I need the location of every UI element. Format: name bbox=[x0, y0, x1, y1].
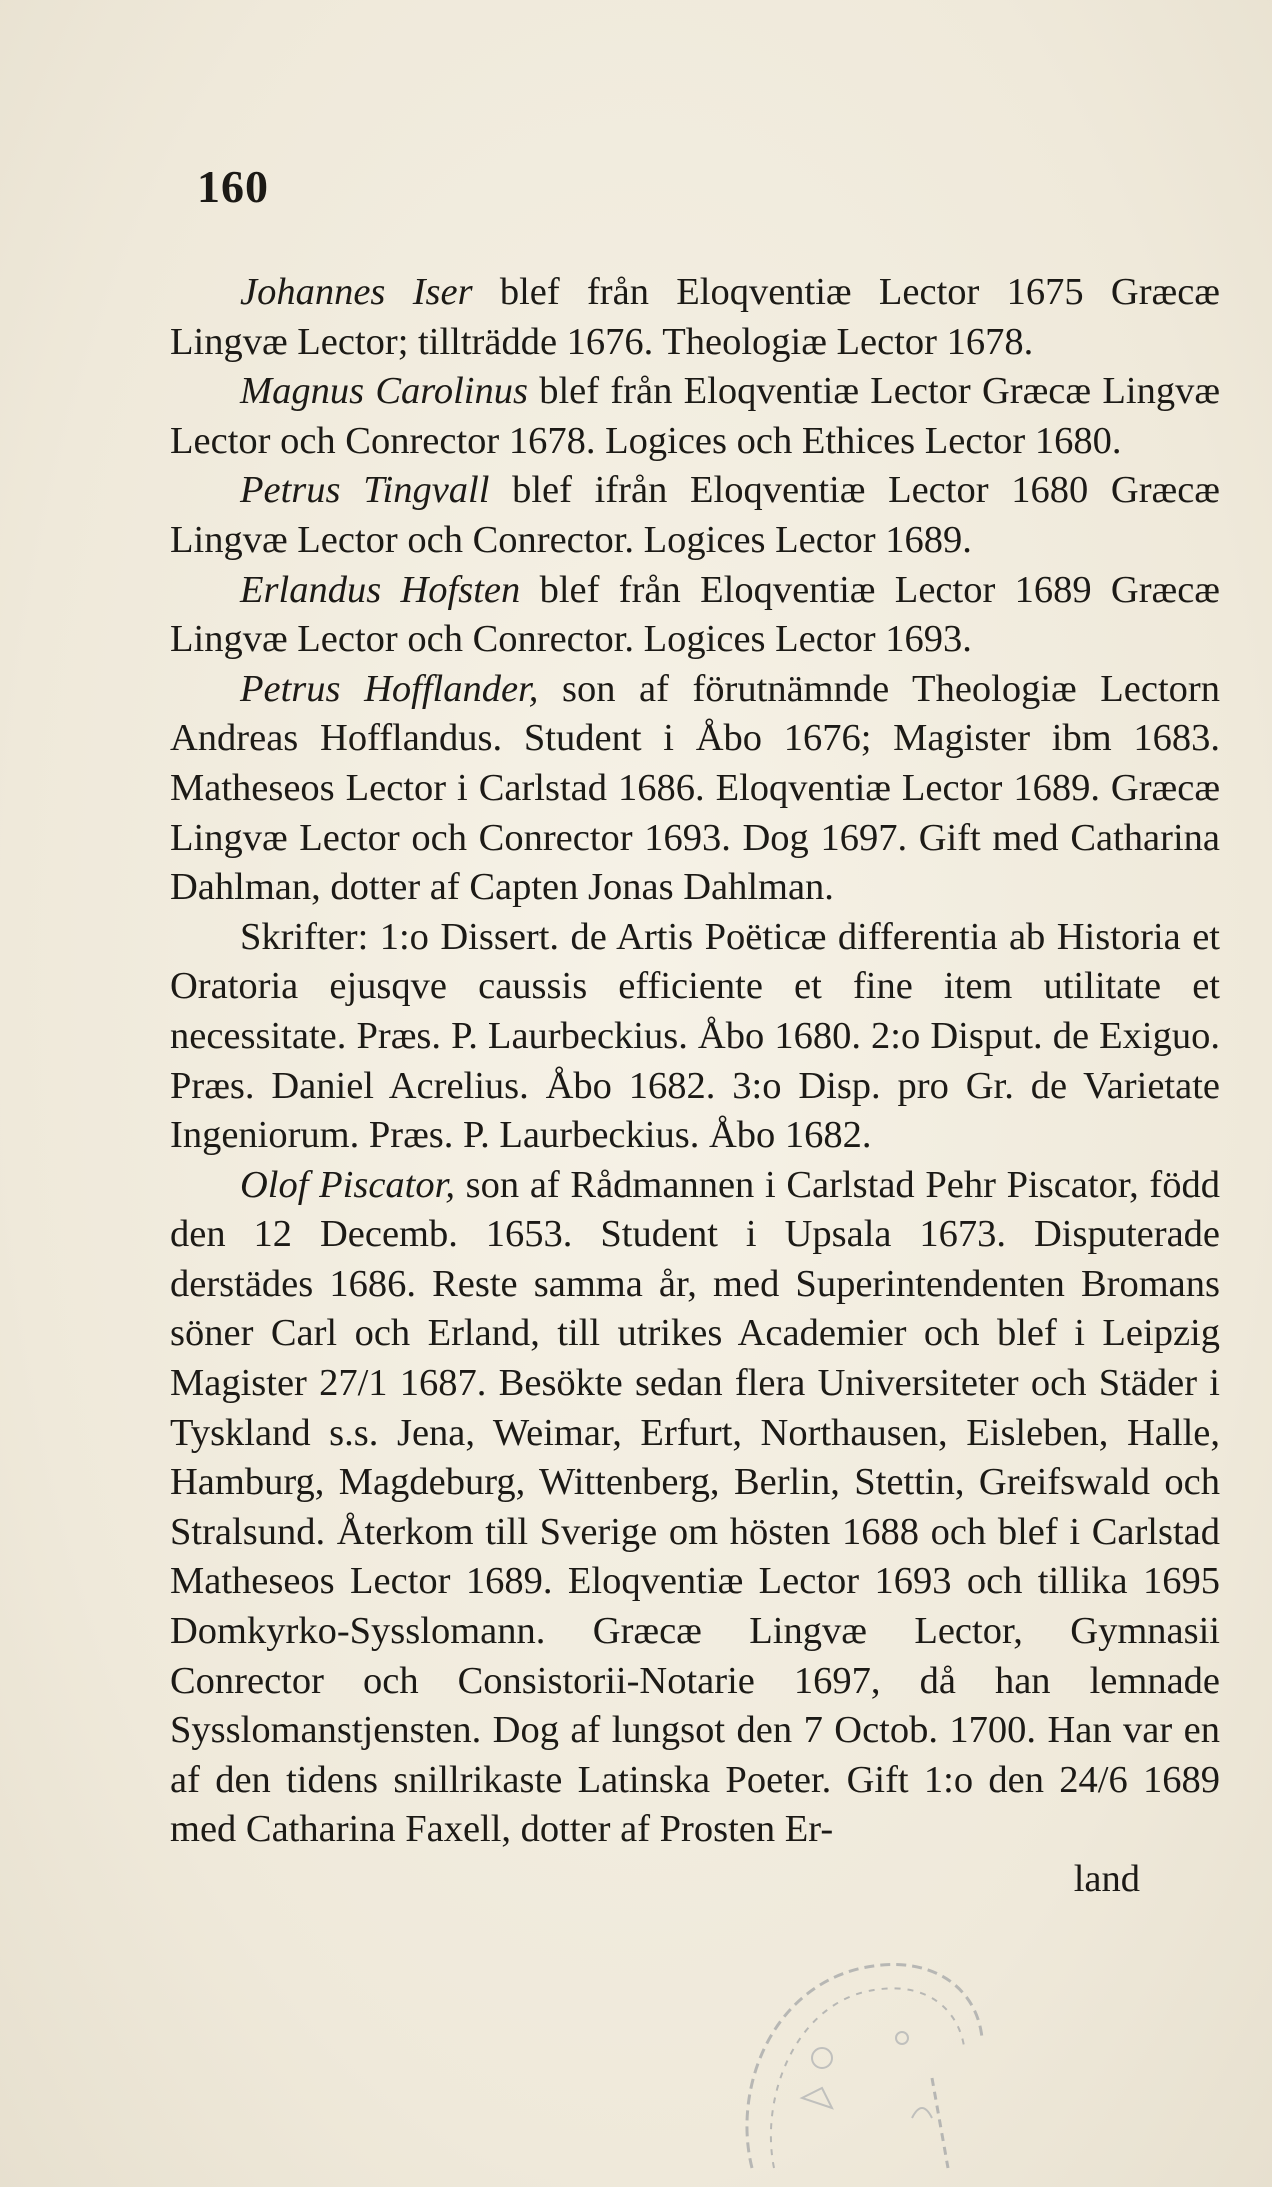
entry-text: son af förutnämnde Theologiæ Lectorn Andreas Hofflandus. Student i Åbo 1676; Magister ibm 1683. Matheseos Lector i Carlstad 1686. Eloqventiæ Lector 1689. Græcæ Lingvæ Lector och Conrector 1693. Dog 1697. Gift med Catharina Dahlman, dotter af Capten Jonas Dahlman. bbox=[170, 667, 1221, 909]
library-stamp-icon bbox=[712, 1928, 1012, 2178]
page-number: 160 bbox=[197, 161, 269, 212]
person-name: Magnus Carolinus bbox=[240, 370, 528, 413]
entry-iser bbox=[170, 268, 1220, 367]
entry-tingvall bbox=[170, 466, 1220, 565]
person-name: Petrus Hofflander, bbox=[240, 667, 539, 710]
body-text bbox=[170, 268, 1220, 1905]
person-name: Erlandus Hofsten bbox=[240, 568, 521, 611]
entry-text: blef från Eloqventiæ Lector 1675 Græcæ Lingvæ Lector; tillträdde 1676. Theologiæ Lector 1678. bbox=[170, 271, 1220, 363]
person-name: Olof Piscator, bbox=[240, 1163, 455, 1206]
person-name: Petrus Tingvall bbox=[240, 469, 490, 512]
person-name: Johannes Iser bbox=[240, 271, 473, 313]
entry-text: blef från Eloqventiæ Lector 1689 Græcæ Lingvæ Lector och Conrector. Logices Lector 1693. bbox=[170, 568, 1220, 661]
entry-carolinus bbox=[170, 367, 1220, 466]
entry-text: blef från Eloqventiæ Lector Græcæ Lingvæ Lector och Conrector 1678. Logices och Ethices Lector 1680. bbox=[170, 370, 1220, 462]
entry-continuation: land bbox=[1073, 1858, 1140, 1900]
entry-text: son af Rådmannen i Carlstad Pehr Piscator, född den 12 Decemb. 1653. Student i Upsala 1673. Disputerade derstädes 1686. Reste samma år, med Superintendenten Bromans söner Carl och Erland, till utrikes Academier och blef i Leipzig Magister 27/1 1687. Besökte sedan flera Universiteter och Städer i Tyskland s.s. Jena, Weimar, Erfurt, Northausen, Eisleben, Halle, Hamburg, Magdeburg, Wittenberg, Berlin, Stettin, Greifswald och Stralsund. Återkom till Sverige om hösten 1688 och blef i Carlstad Matheseos Lector 1689. Eloqventiæ Lector 1693 och tillika 1695 Domkyrko-Sysslomann. Græcæ Lingvæ Lector, Gymnasii Conrector och Consistorii-Notarie 1697, då han lemnade Sysslomanstjensten. Dog af lungsot den 7 Octob. 1700. Han var en af den tidens snillrikaste Latinska Poeter. Gift 1:o den 24/6 1689 med Catharina Faxell, dotter af Prosten Er- bbox=[170, 1163, 1220, 1851]
entry-piscator bbox=[170, 1161, 1220, 1855]
entry-text: Skrifter: 1:o Dissert. de Artis Poëticæ differentia ab Historia et Oratoria ejusqve caussis efficiente et fine item utilitate et necessitate. Præs. P. Laurbeckius. Åbo 1680. 2:o Disput. de Exiguo. Præs. Daniel Acrelius. Åbo 1682. 3:o Disp. pro Gr. de Varietate Ingeniorum. Præs. P. Laurbeckius. Åbo 1682. bbox=[170, 915, 1220, 1157]
entry-hofflander bbox=[170, 665, 1220, 913]
entry-text: blef ifrån Eloqventiæ Lector 1680 Græcæ Lingvæ Lector och Conrector. Logices Lector 1689. bbox=[170, 469, 1220, 561]
entry-skrifter bbox=[170, 913, 1220, 1161]
entry-hofsten bbox=[170, 566, 1220, 665]
